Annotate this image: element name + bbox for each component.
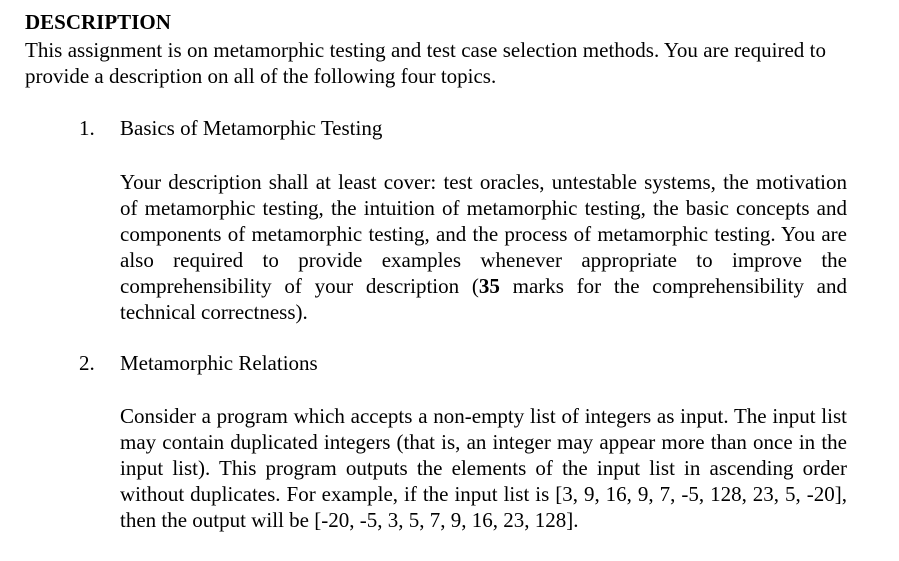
item-1-marks: 35 — [478, 274, 500, 298]
section-heading: DESCRIPTION — [25, 10, 171, 34]
intro-paragraph: This assignment is on metamorphic testing and test case selection methods. You are required to provide a description on all of the following four topics. — [25, 38, 826, 88]
item-1-paragraph-text: Your description shall at least cover: test oracles, untestable systems, the motivation of metamorphic testing, the intuition of metamorphic testing, the basic concepts and components of metamorphic testing, and the process of metamorphic testing. You are also required to provide examples whenever appropriate to improve the comprehensibility of your description ( — [120, 170, 847, 298]
item-2-number: 2. — [79, 351, 95, 375]
item-1-title: Basics of Metamorphic Testing — [120, 116, 383, 140]
item-1-number: 1. — [79, 116, 95, 140]
item-1-paragraph — [120, 169, 847, 325]
item-2-paragraph: Consider a program which accepts a non-empty list of integers as input. The input list may contain duplicated integers (that is, an integer may appear more than once in the input list). This program outputs the elements of the input list in ascending order without duplicates. For example, if the input list is [3, 9, 16, 9, 7, -5, 128, 23, 5, -20], then the output will be [-20, -5, 3, 5, 7, 9, 16, 23, 128]. — [120, 404, 847, 532]
item-2-title: Metamorphic Relations — [120, 351, 318, 375]
item-1-paragraph-text-end: marks for the comprehensibility and technical correctness). — [120, 274, 847, 324]
